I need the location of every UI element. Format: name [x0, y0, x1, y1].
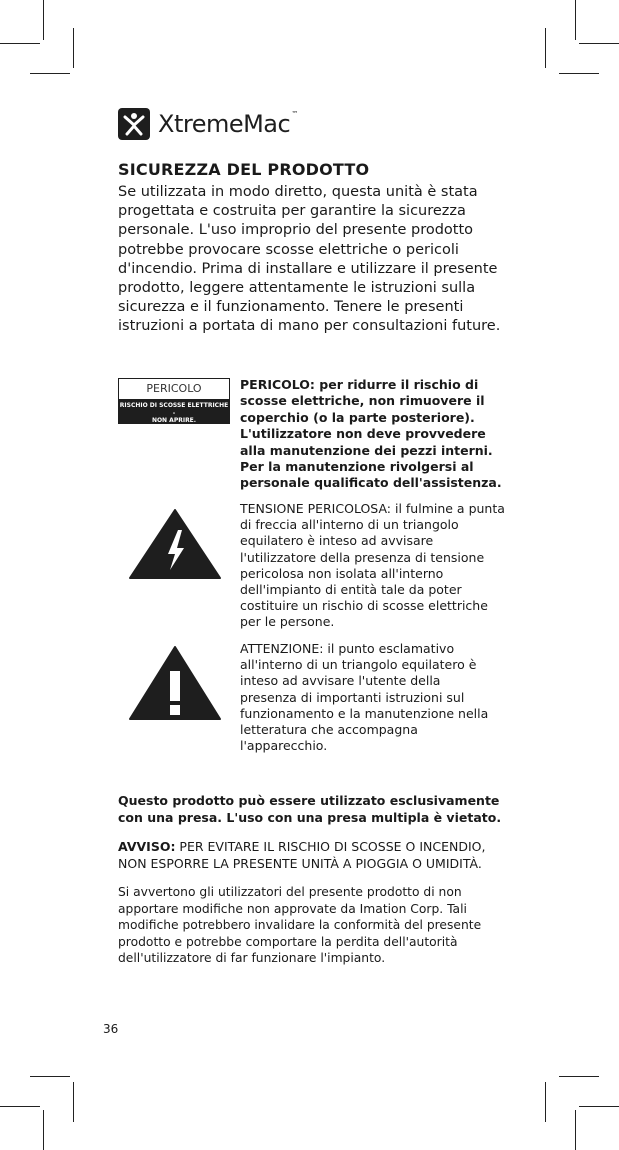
- crop-mark: [579, 1106, 619, 1107]
- danger-text: PERICOLO: per ridurre il rischio di scosse elettriche, non rimuovere il coperchio (o la parte posteriore). L'utilizzatore non deve provvedere alla manutenzione dei pezzi interni. Per la manutenzione rivolgersi al personale qualificato dell'assistenza.: [240, 377, 502, 491]
- crop-mark: [30, 73, 70, 74]
- intro-paragraph: Se utilizzata in modo diretto, questa unità è stata progettata e costruita per garantire la sicurezza personale. L'uso improprio del presente prodotto potrebbe provocare scosse elettriche o pericoli d'incendio. Prima di installare e utilizzare il presente prodotto, leggere attentamente le istruzioni sulla sicurezza e il funzionamento. Tenere le presenti istruzioni a portata di mano per consultazioni future.: [118, 184, 501, 335]
- crop-mark: [545, 1082, 546, 1122]
- crop-mark: [575, 1110, 576, 1150]
- danger-label-title: PERICOLO: [119, 379, 229, 399]
- danger-label: [118, 378, 230, 424]
- crop-mark: [579, 43, 619, 44]
- lightning-warning-icon: [128, 508, 222, 580]
- crop-mark: [0, 1106, 40, 1107]
- attention-text: ATTENZIONE: il punto esclamativo all'interno di un triangolo equilatero è inteso ad avvisare l'utente della presenza di importanti istruzioni sul funzionamento e la manutenzione nella letteratura che accompagna l'apparecchio.: [240, 641, 489, 754]
- danger-label-subtitle: RISCHIO DI SCOSSE ELETTRICHE - NON APRIRE.: [119, 402, 229, 424]
- avviso-notice: [118, 838, 508, 872]
- crop-mark: [73, 1082, 74, 1122]
- xtrememac-icon: [118, 108, 150, 140]
- crop-mark: [559, 1076, 599, 1077]
- page-title: SICUREZZA DEL PRODOTTO: [118, 160, 370, 179]
- avviso-label: AVVISO:: [118, 839, 176, 854]
- brand-name: XtremeMac™: [158, 110, 298, 138]
- brand-logo: [118, 108, 298, 140]
- crop-mark: [43, 0, 44, 40]
- single-outlet-notice: Questo prodotto può essere utilizzato esclusivamente con una presa. L'uso con una presa multipla è vietato.: [118, 793, 502, 825]
- crop-mark: [0, 43, 40, 44]
- exclamation-warning-icon: [128, 645, 222, 721]
- crop-mark: [545, 28, 546, 68]
- crop-mark: [43, 1110, 44, 1150]
- crop-mark: [559, 73, 599, 74]
- modifications-notice: Si avvertono gli utilizzatori del presente prodotto di non apportare modifiche non approvate da Imation Corp. Tali modifiche potrebbero invalidare la conformità del presente prodotto e potrebbe comportare la perdita dell'autorità dell'utilizzatore di far funzionare l'impianto.: [118, 885, 482, 966]
- voltage-text: TENSIONE PERICOLOSA: il fulmine a punta di freccia all'interno di un triangolo equilatero è inteso ad avvisare l'utilizzatore della presenza di tensione pericolosa non isolata all'interno dell'impianto di entità tale da poter costituire un rischio di scosse elettriche per le persone.: [240, 501, 505, 630]
- page-number: 36: [103, 1022, 119, 1036]
- avviso-text: PER EVITARE IL RISCHIO DI SCOSSE O INCENDIO, NON ESPORRE LA PRESENTE UNITÀ A PIOGGIA O UMIDITÀ.: [118, 839, 486, 871]
- crop-mark: [575, 0, 576, 40]
- crop-mark: [73, 28, 74, 68]
- crop-mark: [30, 1076, 70, 1077]
